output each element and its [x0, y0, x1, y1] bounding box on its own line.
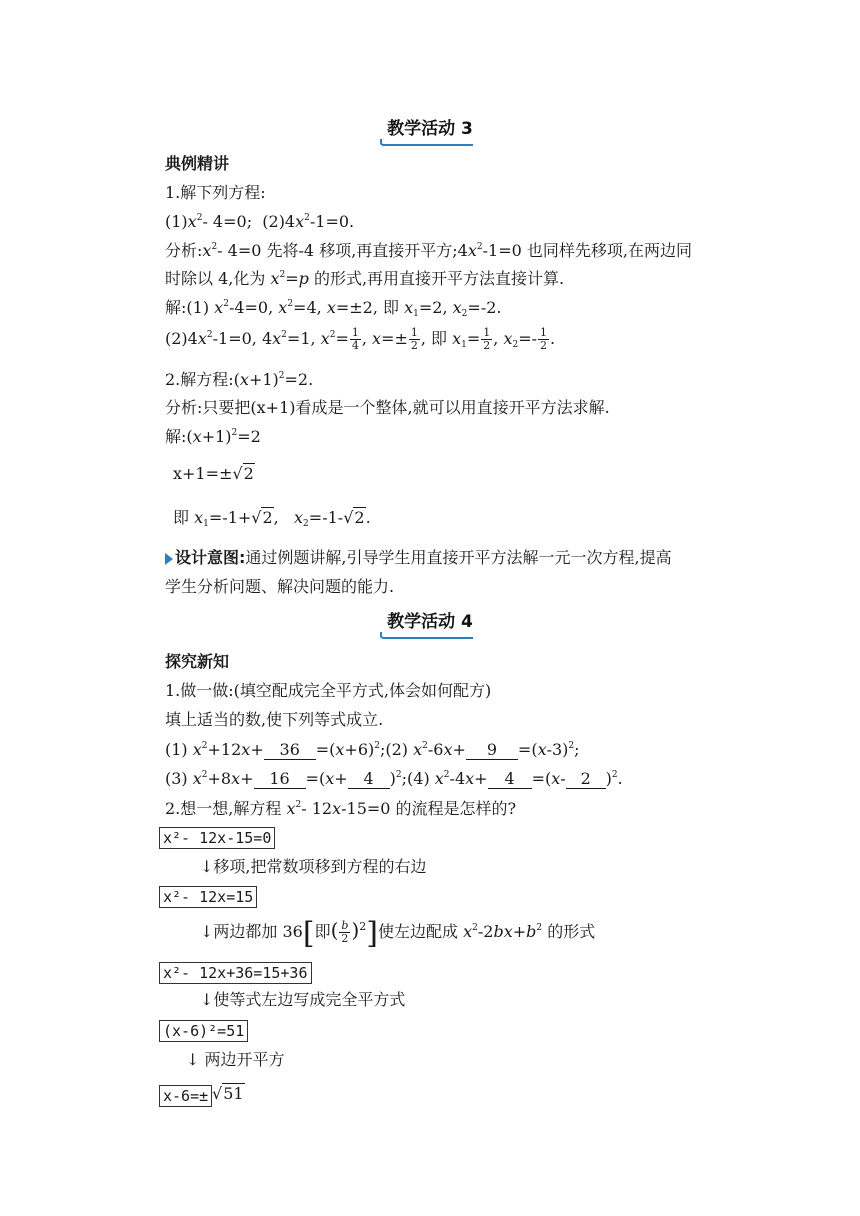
- blank-1: 36: [264, 741, 316, 760]
- design-intent-line1: 设计意图:通过例题讲解,引导学生用直接开平方法解一元一次方程,提高: [165, 546, 672, 570]
- q1-analysis-line2: 时除以 4,化为 $x^2=p$ 的形式,再用直接开平方法直接计算.: [165, 269, 565, 288]
- fill-row-2: (3) $x^2+8x+ 16 =(x+ 4$ )$^2$;(4) $x^2-4x+ 4 =(x-$ 2 )$^2$.: [165, 769, 623, 788]
- q2-step1: x+1=±√2: [173, 464, 254, 483]
- flow-box-2: x²- 12x=15: [159, 886, 257, 908]
- activity-3-heading-text: 教学活动 3: [387, 119, 473, 139]
- flow-step-1: ↓移项,把常数项移到方程的右边: [200, 857, 427, 876]
- q2-solution-start: 解$:(x+1)^2=2$: [165, 427, 261, 446]
- activity-4-heading: [0, 607, 860, 636]
- q1-solution-2: $(2)4x^2-1=0$, $4x^2=1$, $x^2=$ $\frac{1}{4}$ , x=± $\frac{1}{2}$ , 即 $x_1=$ $\frac{1}{2}$ , $x_2=-$ $\frac{1}{2}$ .: [165, 326, 556, 352]
- blank-3: 16: [254, 770, 306, 789]
- flow-box-3: x²- 12x+36=15+36: [159, 962, 312, 984]
- q1-equations: $(1)x^2-$ 4=0; $(2)4x^2-1=0$.: [165, 212, 355, 231]
- flow-box-4: (x-6)²=51: [159, 1020, 248, 1042]
- blank-2: 9: [466, 741, 518, 760]
- blank-5: 4: [488, 770, 532, 789]
- flow-step-4: ↓ 两边开平方: [186, 1050, 285, 1069]
- heading-underline-decoration: [379, 137, 475, 147]
- flow-box-5: x-6=±: [159, 1085, 212, 1107]
- flow-box-5-sqrt: √51: [212, 1084, 244, 1103]
- q2-step2: 即 $x_1=-1+√2$, $x_2=-1-√2$.: [173, 508, 371, 529]
- q2-prompt: 2.解方程$:(x+1)^2=2$.: [165, 370, 314, 389]
- fill-row-1: (1) $x^2+12x+ 36$ $=(x+6)^2;(2)$ $x^2-6x+ 9 =(x-3)^2$;: [165, 740, 580, 759]
- blank-6: 2: [566, 770, 606, 789]
- q2-analysis: 分析:只要把(x+1)看成是一个整体,就可以用直接开平方法求解.: [165, 398, 610, 417]
- flow-step-3: ↓使等式左边写成完全平方式: [200, 990, 406, 1009]
- think-prompt: 2.想一想,解方程 $x^2-$ 12x-15=0 的流程是怎样的?: [165, 799, 517, 818]
- q1-solution-1: 解:(1) $x^2-4=0$, $x^2=4$, x=±2, 即 $x_1=2$, $x_2=-2$.: [165, 298, 502, 319]
- flow-step-2: ↓两边都加 36[即( $\frac{b}{2}$ )$^2$]使左边配成 $x^2-2bx+b^2$ 的形式: [200, 916, 596, 951]
- flow-box-1: x²- 12x-15=0: [159, 827, 275, 849]
- triangle-marker-icon: [165, 553, 173, 565]
- doit-prompt: 1.做一做:(填空配成完全平方式,体会如何配方): [165, 681, 492, 700]
- section-title-explore: 探究新知: [165, 652, 230, 671]
- activity-3-heading: [0, 114, 860, 143]
- blank-4: 4: [348, 770, 390, 789]
- fillin-prompt: 填上适当的数,使下列等式成立.: [165, 710, 384, 729]
- q1-analysis-line1: 分析$:x^2-$ 4=0 先将-4 移项,再直接开平方$;4x^2-1=0$ 也同样先移项,在两边同: [165, 241, 692, 260]
- section-title-examples: 典例精讲: [165, 154, 230, 173]
- design-intent-line2: 学生分析问题、解决问题的能力.: [165, 577, 395, 596]
- activity-4-heading-text: 教学活动 4: [387, 612, 473, 632]
- heading-underline-decoration: [379, 630, 475, 640]
- q1-prompt: 1.解下列方程:: [165, 183, 266, 202]
